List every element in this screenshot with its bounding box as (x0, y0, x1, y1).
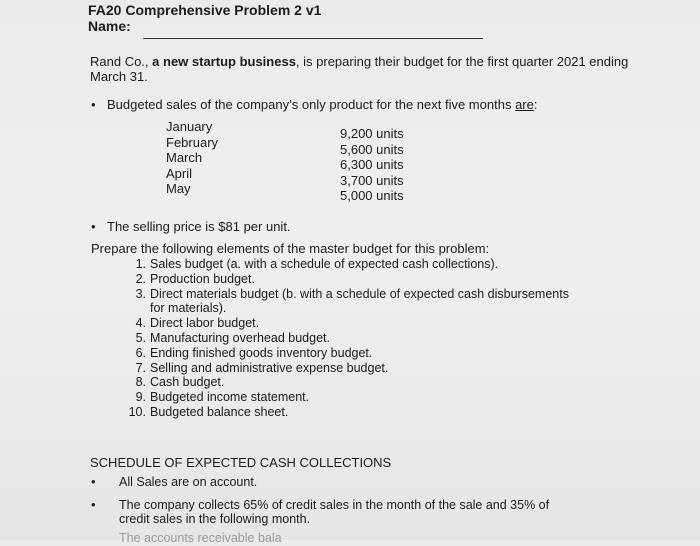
sales-bullet-tail: : (533, 97, 538, 112)
list-item (118, 272, 620, 287)
bullet-icon: • (91, 497, 96, 512)
list-item (118, 390, 620, 405)
item-number: 2. (135, 271, 146, 286)
item-text: Budgeted income statement. (150, 390, 310, 405)
bullet-icon: • (91, 474, 96, 489)
item-text: Direct labor budget. (150, 316, 260, 331)
item-text: for materials). (150, 301, 227, 316)
month-label: March (166, 150, 203, 165)
name-underline (143, 38, 483, 39)
schedule-bullet-continued: credit sales in the following month. (119, 512, 311, 526)
bullet-icon: • (91, 219, 96, 234)
item-number: 1. (135, 257, 146, 271)
list-item (118, 316, 620, 331)
item-number: 4. (135, 316, 146, 331)
schedule-bullet: The company collects 65% of credit sales in the month of the sale and 35% of (119, 498, 550, 512)
sales-bullet (107, 97, 537, 112)
item-text: Cash budget. (150, 375, 225, 390)
list-item (118, 405, 620, 420)
month-label: April (166, 165, 193, 181)
item-text: Direct materials budget (b. with a schedule of expected cash disbursements (150, 286, 569, 301)
units-value: 5,000 units (340, 188, 404, 203)
item-text: Ending finished goods inventory budget. (150, 345, 373, 360)
intro-bold: a new startup business (152, 54, 296, 69)
item-text: Sales budget (a. with a schedule of expected cash collections). (150, 257, 499, 271)
intro-part1: Rand Co., (90, 54, 153, 69)
item-number: 7. (135, 360, 146, 375)
item-number: 8. (135, 375, 146, 390)
item-text: Budgeted balance sheet. (150, 404, 289, 419)
sales-bullet-underlined: are (515, 97, 534, 112)
list-item (118, 257, 620, 272)
month-label: February (166, 134, 219, 150)
units-value: 3,700 units (340, 172, 404, 188)
schedule-bullet: All Sales are on account. (119, 475, 258, 489)
intro-part2: , is preparing their budget for the first quarter 2021 ending March 31. (90, 54, 629, 84)
bullet-icon: • (91, 97, 96, 112)
units-value: 6,300 units (340, 157, 404, 172)
item-number: 10. (128, 404, 146, 419)
list-item (118, 346, 620, 361)
selling-price-text: The selling price is $81 per unit. (107, 219, 291, 234)
item-number: 3. (135, 286, 146, 301)
prepare-text: Prepare the following elements of the master budget for this problem: (91, 241, 490, 256)
list-item (118, 301, 620, 316)
units-column (340, 126, 404, 204)
intro-paragraph (90, 54, 650, 84)
name-label: Name: (88, 18, 131, 34)
months-column (166, 119, 218, 197)
units-value: 9,200 units (340, 126, 404, 141)
master-budget-list (118, 257, 620, 420)
list-item (118, 331, 620, 346)
list-item (118, 287, 620, 302)
schedule-bullet-cutoff: The accounts receivable bala (119, 531, 282, 545)
item-text: Selling and administrative expense budget. (150, 360, 389, 375)
item-number: 6. (135, 345, 146, 360)
month-label: January (166, 119, 213, 134)
schedule-heading: SCHEDULE OF EXPECTED CASH COLLECTIONS (90, 455, 392, 470)
list-item (118, 375, 620, 390)
document-title: FA20 Comprehensive Problem 2 v1 (88, 2, 322, 18)
item-number: 9. (135, 390, 146, 405)
units-value: 5,600 units (340, 141, 404, 157)
sales-bullet-text: Budgeted sales of the company’s only product for the next five months (107, 97, 516, 112)
item-number: 5. (135, 330, 146, 345)
item-text: Production budget. (150, 271, 255, 286)
item-number (118, 301, 150, 316)
item-text: Manufacturing overhead budget. (150, 330, 330, 345)
list-item (118, 361, 620, 376)
month-label: May (166, 181, 191, 196)
